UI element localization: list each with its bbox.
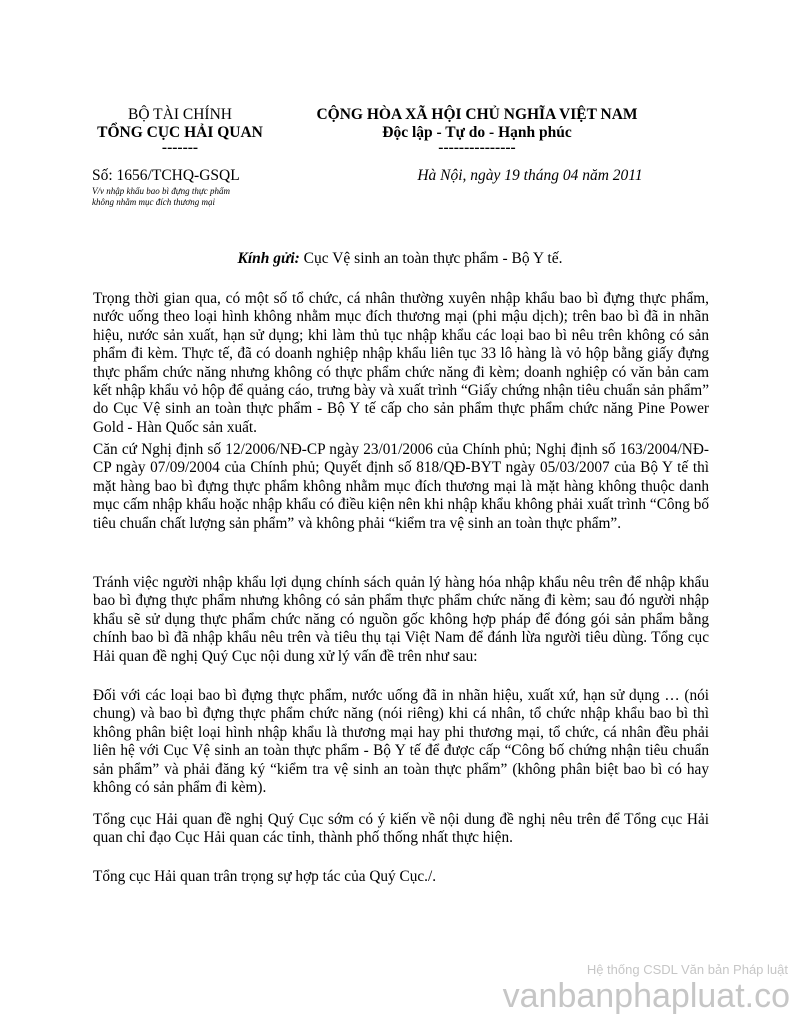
watermark-domain: vanbanphapluat.co <box>502 977 790 1015</box>
subject-line-2: không nhằm mục đích thương mại <box>92 197 215 207</box>
subject-line-1: V/v nhập khẩu bao bì đựng thực phẩm <box>92 186 231 196</box>
nation-block <box>282 106 672 154</box>
agency-block <box>80 106 280 154</box>
motto: Độc lập - Tự do - Hạnh phúc <box>382 124 572 141</box>
recipient-text: Cục Vệ sinh an toàn thực phẩm - Bộ Y tế. <box>299 250 563 267</box>
nation-title: CỘNG HÒA XÃ HỘI CHỦ NGHĨA VIỆT NAM <box>316 106 638 123</box>
paragraph-5: Tổng cục Hải quan đề nghị Quý Cục sớm có ý kiến về nội dung đề nghị nêu trên để Tổng cục Hải quan chỉ đạo Cục Hải quan các tỉnh, thành phố thống nhất thực hiện. <box>93 811 709 847</box>
watermark-caption: Hệ thống CSDL Văn bản Pháp luật <box>586 962 788 977</box>
recipient-label: Kính gửi: <box>237 250 300 267</box>
paragraph-3: Tránh việc người nhập khẩu lợi dụng chính sách quản lý hàng hóa nhập khẩu nêu trên để nhập khẩu bao bì đựng thực phẩm nhưng không có sản phẩm thực phẩm chức năng đi kèm; sau đó người nhập khẩu sẽ sử dụng thực phẩm chức năng có nguồn gốc không hợp pháp để đóng gói sản phẩm bằng chính bao bì đã nhập khẩu nêu trên và tiêu thụ tại Việt Nam để đánh lừa người tiêu dùng. Tổng cục Hải quan đề nghị Quý Cục nội dung xử lý vấn đề trên như sau: <box>93 574 709 665</box>
doc-number: Số: 1656/TCHQ-GSQL <box>92 167 240 184</box>
paragraph-2: Căn cứ Nghị định số 12/2006/NĐ-CP ngày 23/01/2006 của Chính phủ; Nghị định số 163/2004/NĐ-CP ngày 07/09/2004 của Chính phủ; Quyết định số 818/QĐ-BYT ngày 05/03/2007 của Bộ Y tế thì mặt hàng bao bì đựng thực phẩm không nhằm mục đích thương mại là mặt hàng không thuộc danh mục cấm nhập khẩu hoặc nhập khẩu có điều kiện nên khi nhập khẩu không phải xuất trình “Công bố tiêu chuẩn chất lượng sản phẩm” và không phải “kiểm tra vệ sinh an toàn thực phẩm”. <box>93 441 709 532</box>
agency-name: BỘ TÀI CHÍNH <box>128 106 232 123</box>
department-name: TỔNG CỤC HẢI QUAN <box>97 124 263 141</box>
paragraph-1: Trọng thời gian qua, có một số tổ chức, cá nhân thường xuyên nhập khẩu bao bì đựng thực phẩm, nước uống theo loại hình không nhằm mục đích thương mại (phi mậu dịch); trên bao bì đã in nhãn hiệu, nước sản xuất, hạn sử dụng; khi làm thủ tục nhập khẩu các loại bao bì nêu trên không có sản phẩm đi kèm. Thực tế, đã có doanh nghiệp nhập khẩu liên tục 33 lô hàng là vỏ hộp bằng giấy đựng thực phẩm chức năng nhưng không có thực phẩm chức năng đi kèm; doanh nghiệp có văn bản cam kết nhập khẩu vỏ hộp để quảng cáo, trưng bày và xuất trình “Giấy chứng nhận tiêu chuẩn sản phẩm” do Cục Vệ sinh an toàn thực phẩm - Bộ Y tế cấp cho sản phẩm thực phẩm chức năng Pine Power Gold - Hàn Quốc sản xuất. <box>93 290 709 436</box>
paragraph-6: Tổng cục Hải quan trân trọng sự hợp tác của Quý Cục./. <box>93 868 437 885</box>
recipient-line <box>0 250 800 268</box>
agency-rule: ------- <box>161 139 199 156</box>
paragraph-4: Đối với các loại bao bì đựng thực phẩm, nước uống đã in nhãn hiệu, xuất xứ, hạn sử dụng … (nói chung) và bao bì đựng thực phẩm chức năng (nói riêng) khi cá nhân, tổ chức nhập khẩu bao bì thì không phân biệt loại hình nhập khẩu là thương mại hay phi thương mại, tổ chức, cá nhân đều phải liên hệ với Cục Vệ sinh an toàn thực phẩm - Bộ Y tế để được cấp “Công bố chứng nhận tiêu chuẩn sản phẩm” và phải đăng ký “kiểm tra vệ sinh an toàn thực phẩm” (không phân biệt bao bì có hay không có sản phẩm đi kèm). <box>93 687 709 797</box>
doc-subject <box>92 186 342 208</box>
motto-rule: --------------- <box>438 139 516 156</box>
place-date: Hà Nội, ngày 19 tháng 04 năm 2011 <box>417 167 643 184</box>
